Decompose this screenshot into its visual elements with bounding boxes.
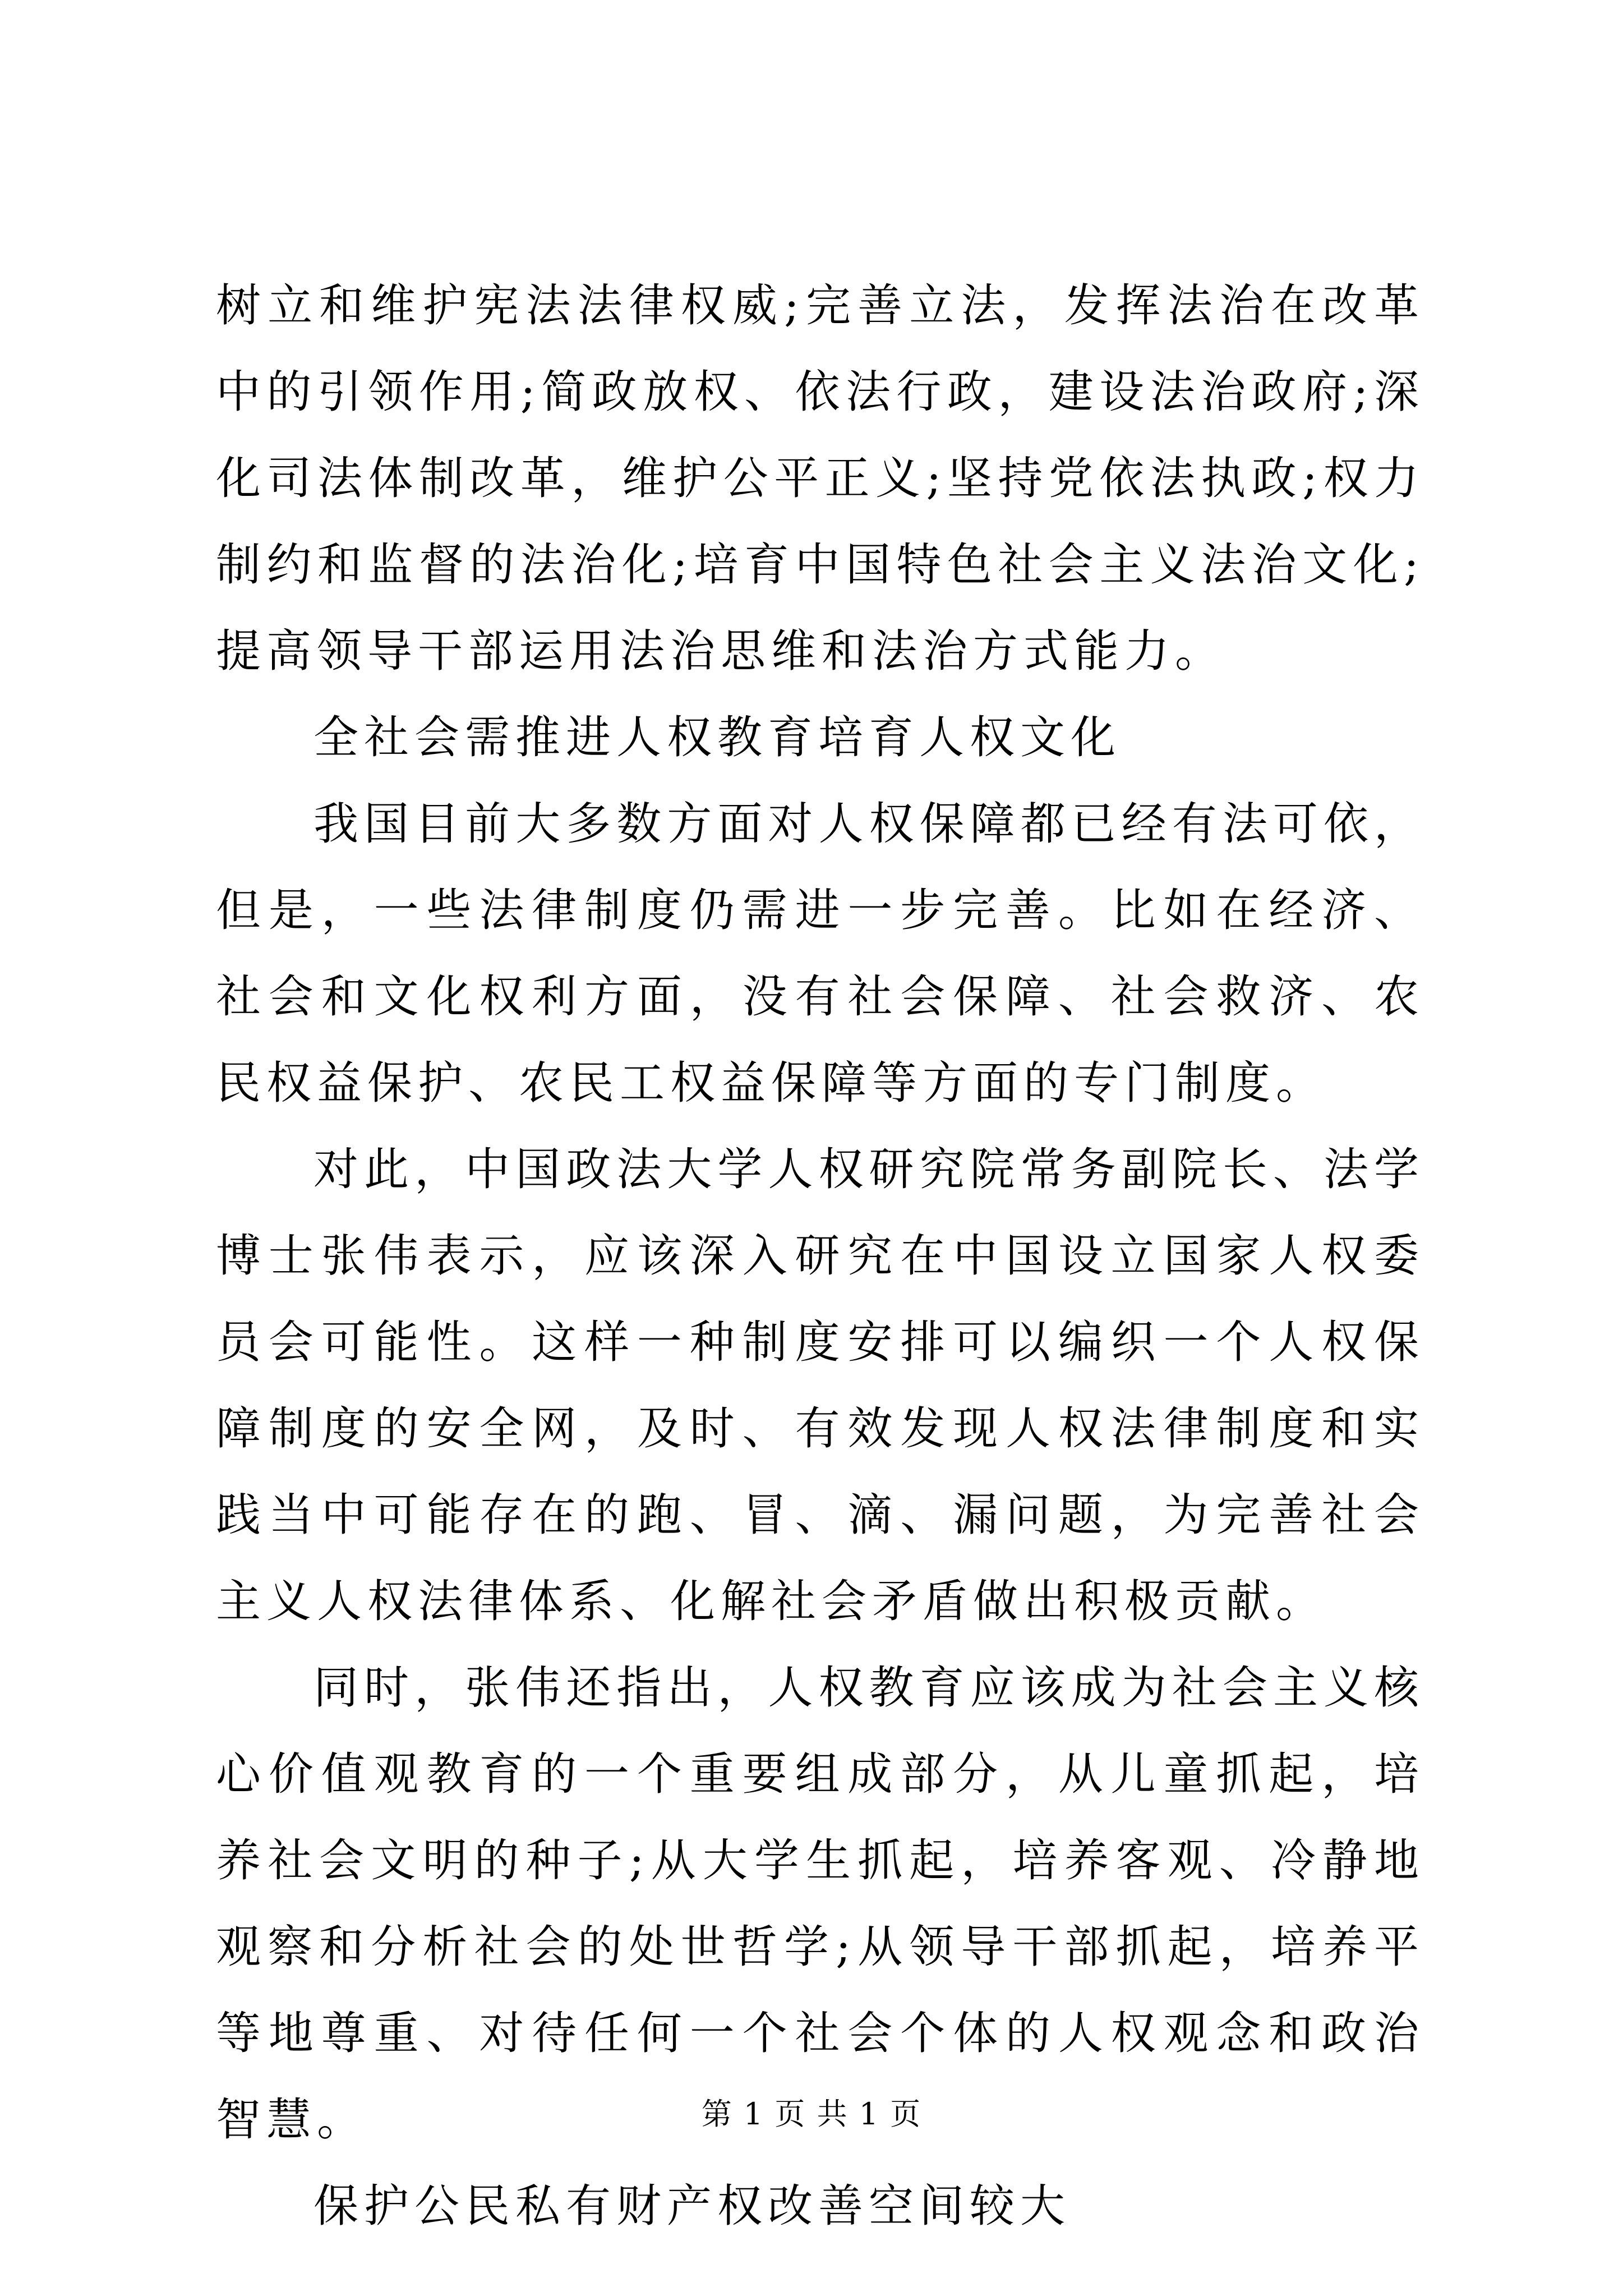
section-heading: 全社会需推进人权教育培育人权文化	[313, 711, 1121, 763]
paragraph: 同时，张伟还指出，人权教育应该成为社会主义核心价值观教育的一个重要组成部分，从儿童抓起，培养社会文明的种子;从大学生抓起，培养客观、冷静地观察和分析社会的处世哲学;从领导干部抓起，培养平等地尊重、对待任何一个社会个体的人权观念和政治智慧。	[216, 1662, 1424, 2146]
page-number-label: 第 1 页 共 1 页	[701, 2096, 922, 2132]
page-footer	[0, 2095, 1623, 2134]
section-heading: 保护公民私有财产权改善空间较大	[313, 2180, 1071, 2232]
paragraph: 对此，中国政法大学人权研究院常务副院长、法学博士张伟表示，应该深入研究在中国设立国家人权委员会可能性。这样一种制度安排可以编织一个人权保障制度的安全网，及时、有效发现人权法律制度和实践当中可能存在的跑、冒、滴、漏问题，为完善社会主义人权法律体系、化解社会矛盾做出积极贡献。	[216, 1143, 1424, 1627]
paragraph: 我国目前大多数方面对人权保障都已经有法可依，但是，一些法律制度仍需进一步完善。比如在经济、社会和文化权利方面，没有社会保障、社会救济、农民权益保护、农民工权益保障等方面的专门制度。	[216, 798, 1424, 1109]
paragraph-continuation: 树立和维护宪法法律权威;完善立法，发挥法治在改革中的引领作用;简政放权、依法行政，建设法治政府;深化司法体制改革，维护公平正义;坚持党依法执政;权力制约和监督的法治化;培育中国特色社会主义法治文化;提高领导干部运用法治思维和法治方式能力。	[216, 279, 1424, 677]
document-body	[216, 263, 1424, 2249]
